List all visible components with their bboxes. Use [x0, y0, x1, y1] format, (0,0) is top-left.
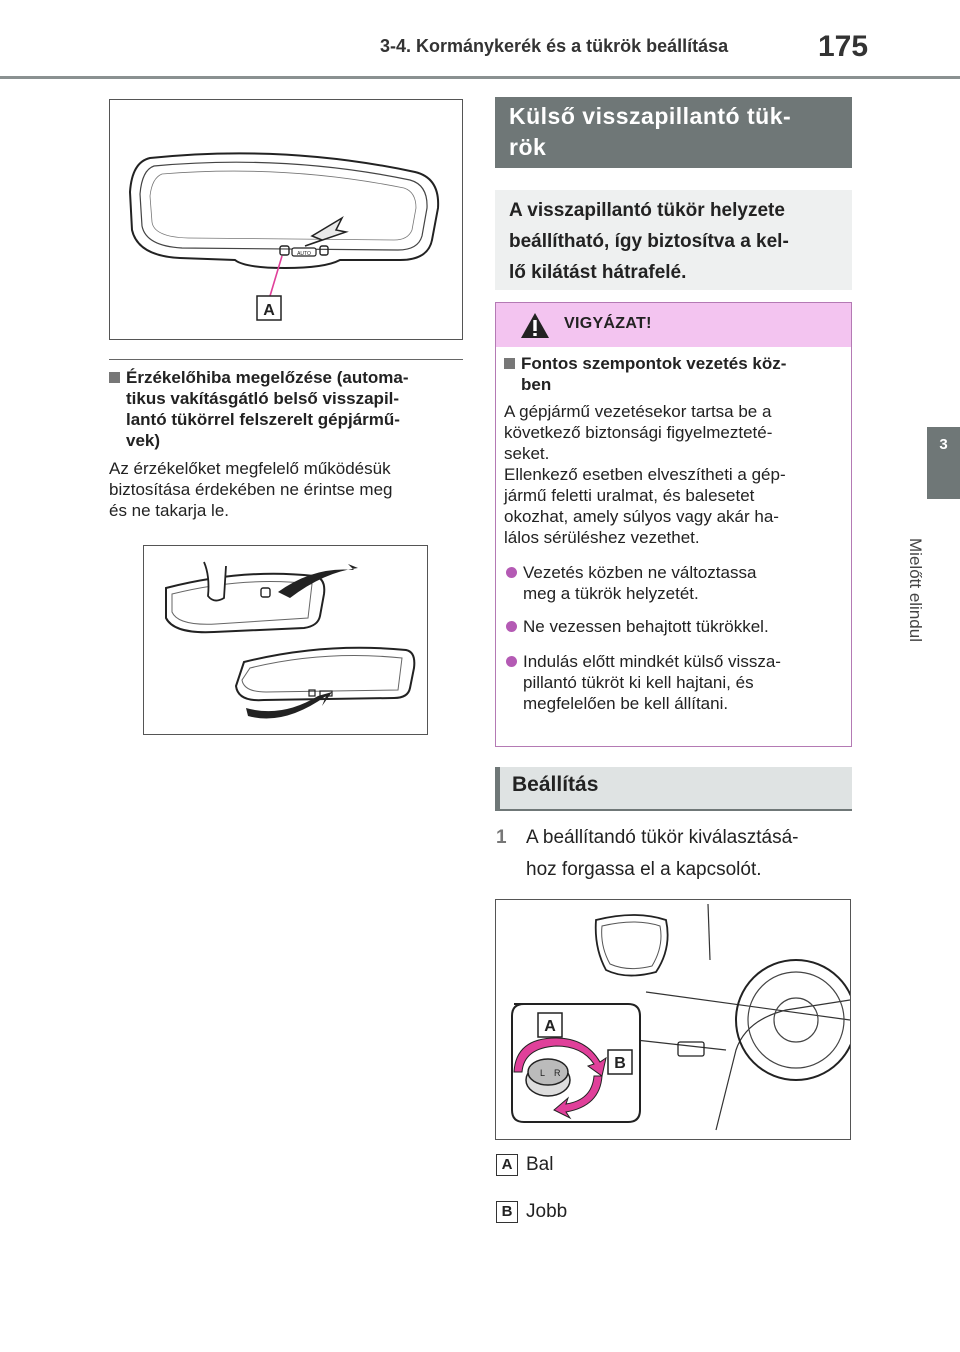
curved-arrow-top-icon [278, 564, 358, 598]
caution-body: A gépjármű vezetésekor tartsa be a következő biztonsági figyelmezteté- seket. Ellenkező esetben elveszítheti a gép- jármű feletti uralmat, és balesetet okozhat, amely súlyos vagy akár ha- lálos sérüléshez vezethet. [504, 402, 786, 547]
square-bullet-icon [109, 372, 120, 383]
caution-title: VIGYÁZAT! [564, 315, 652, 332]
circle-bullet-icon [506, 621, 517, 632]
step-1 [496, 822, 852, 886]
legend-key-b: B [496, 1201, 518, 1223]
inner-mirror-figure [109, 99, 463, 340]
caution-bullet: Indulás előtt mindkét külső vissza- pillantó tükröt ki kell hajtani, és megfelelően be kell állítani. [504, 651, 841, 714]
section-intro: A visszapillantó tükör helyzete beállítható, így biztosítva a kel- lő kilátást hátrafelé. [495, 190, 852, 290]
sensor-pointer [270, 256, 282, 296]
chapter-label: Mielőtt elindul [906, 538, 925, 642]
knob-letter-l: L [540, 1068, 546, 1078]
auto-switch-text: AUTO [297, 251, 311, 257]
caution-subheading: Fontos szempontok vezetés köz- ben [504, 353, 841, 395]
caution-box [495, 302, 852, 747]
legend-item-a [496, 1154, 553, 1176]
mirror-switch-figure [495, 899, 851, 1140]
caution-bullet: Ne vezessen behajtott tükrökkel. [504, 616, 841, 637]
square-bullet-icon [504, 358, 515, 369]
legend-text-b: Jobb [526, 1201, 568, 1222]
inner-mirror-illustration [110, 100, 462, 339]
note-heading: Érzékelőhiba megelőzése (automa- tikus vakításgátló belső visszapil- lantó tükörrel felszerelt gépjármű- vek) [109, 367, 463, 451]
circle-bullet-icon [506, 656, 517, 667]
fig1-label-a: A [263, 302, 275, 319]
page-number: 175 [818, 30, 869, 63]
note-body: Az érzékelőket megfelelő működésük biztosítása érdekében ne érintse meg és ne takarja le. [109, 459, 393, 520]
warning-triangle-icon [520, 312, 550, 339]
curved-arrow-bottom-icon [246, 692, 332, 719]
circle-bullet-icon [506, 567, 517, 578]
legend-text-a: Bal [526, 1154, 554, 1175]
header-rule [0, 76, 960, 79]
fig3-label-b: B [614, 1055, 626, 1072]
section-title-outer-mirrors: Külső visszapillantó tük- rök [495, 97, 852, 168]
chapter-number: 3 [939, 436, 948, 453]
press-arrow-icon [305, 218, 346, 246]
sensor-location-figure [143, 545, 428, 735]
step-number: 1 [496, 827, 507, 848]
adjust-section-rule [495, 809, 852, 811]
sensor-location-illustration [144, 546, 427, 734]
sensor-note [109, 367, 463, 521]
running-header: 3-4. Kormánykerék és a tükrök beállítása [380, 36, 729, 56]
fig3-label-a: A [544, 1018, 556, 1035]
caution-bullet: Vezetés közben ne változtassa meg a tükrök helyzetét. [504, 562, 841, 604]
step-text: A beállítandó tükör kiválasztásá- hoz forgassa el a kapcsolót. [526, 827, 799, 880]
caution-header [496, 303, 851, 347]
adjust-section-title: Beállítás [495, 767, 852, 809]
knob-letter-r: R [554, 1068, 561, 1078]
legend-item-b [496, 1201, 567, 1223]
chapter-tab [927, 427, 960, 499]
mirror-switch-illustration [496, 900, 850, 1139]
note-separator [109, 359, 463, 360]
legend-key-a: A [496, 1154, 518, 1176]
